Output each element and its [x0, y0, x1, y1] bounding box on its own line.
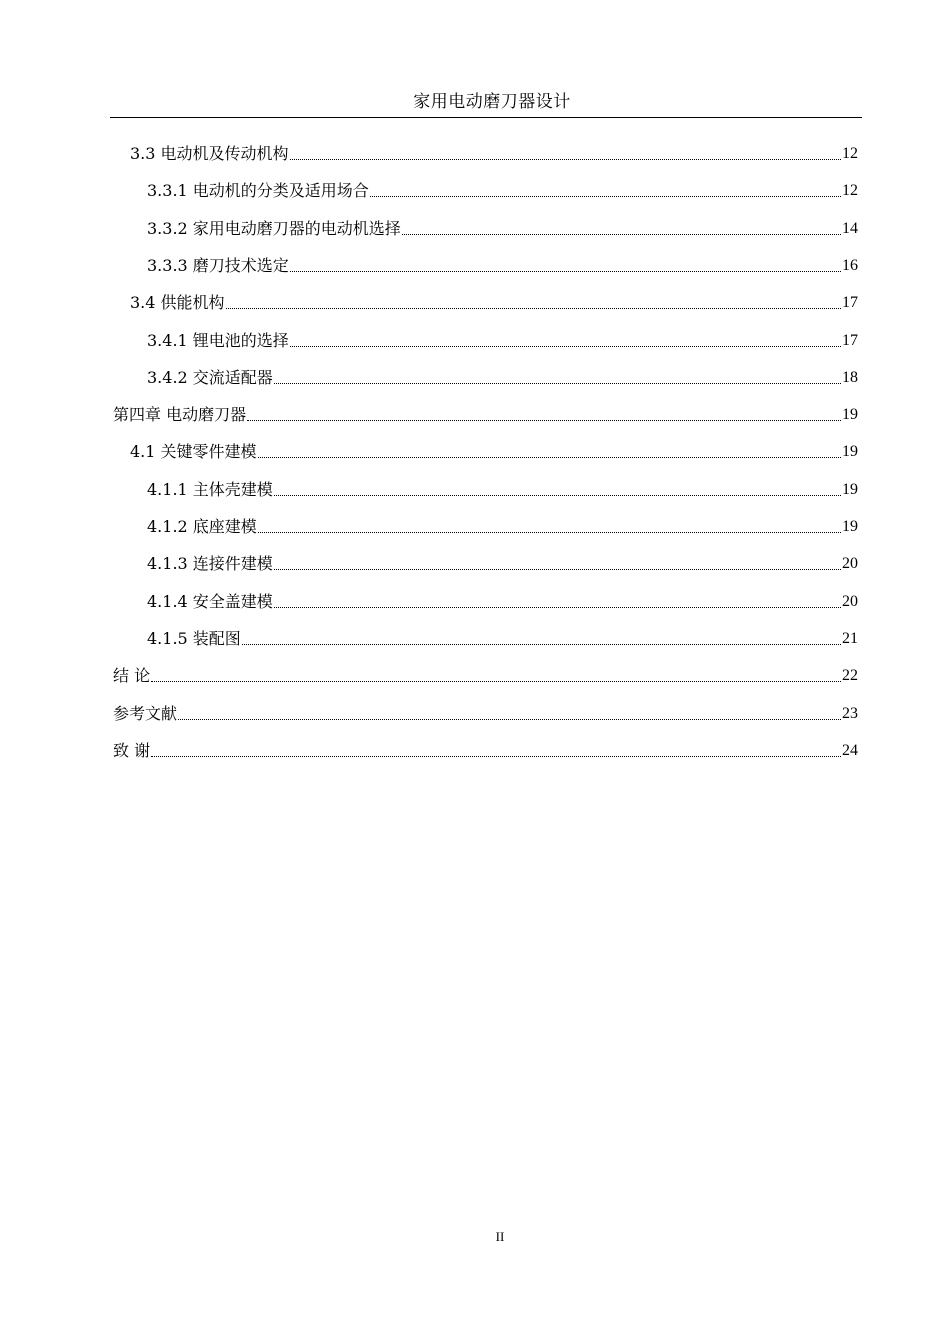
- toc-dot-leader: [242, 644, 841, 645]
- toc-entry-page-number: 19: [842, 406, 858, 424]
- toc-entry[interactable]: [130, 135, 858, 172]
- toc-entry-page-number: 22: [842, 667, 858, 685]
- toc-entry-page-number: 12: [842, 145, 858, 162]
- toc-entry[interactable]: [130, 284, 858, 321]
- toc-entry[interactable]: [147, 508, 858, 545]
- toc-entry[interactable]: [147, 322, 858, 359]
- toc-dot-leader: [274, 495, 841, 496]
- toc-entry-page-number: 20: [842, 592, 858, 610]
- toc-entry-page-number: 21: [842, 629, 858, 647]
- toc-entry[interactable]: [147, 247, 858, 284]
- toc-entry-label: 4.1.2 底座建模: [147, 517, 257, 536]
- running-header-title: 家用电动磨刀器设计: [413, 92, 571, 112]
- toc-dot-leader: [274, 383, 841, 384]
- toc-dot-leader: [290, 271, 841, 272]
- toc-entry-label: 4.1 关键零件建模: [130, 442, 257, 462]
- toc-entry[interactable]: [130, 433, 858, 470]
- toc-dot-leader: [402, 234, 841, 235]
- toc-entry-page-number: 19: [842, 480, 858, 498]
- toc-entry-label: 第四章 电动磨刀器: [113, 405, 247, 425]
- toc-entry-label: 3.3.1 电动机的分类及适用场合: [147, 181, 369, 201]
- page-number: II: [495, 1229, 505, 1244]
- toc-entry-label: 参考文献: [113, 703, 178, 723]
- toc-entry-label: 3.4 供能机构: [130, 293, 225, 313]
- toc-entry-label: 3.4.2 交流适配器: [147, 367, 273, 387]
- toc-dot-leader: [178, 719, 841, 720]
- toc-entry-label: 4.1.5 装配图: [147, 628, 241, 648]
- toc-dot-leader: [274, 569, 841, 570]
- toc-entry-page-number: 24: [842, 741, 858, 759]
- toc-entry-page-number: 23: [842, 704, 858, 722]
- header-divider: [110, 117, 862, 118]
- toc-dot-leader: [290, 159, 841, 160]
- toc-entry[interactable]: [147, 545, 858, 582]
- toc-entry[interactable]: [147, 471, 858, 508]
- toc-entry-page-number: 12: [842, 182, 858, 200]
- toc-dot-leader: [247, 420, 841, 421]
- toc-entry[interactable]: [113, 732, 858, 769]
- toc-entry[interactable]: [147, 172, 858, 209]
- toc-entry-label: 3.3 电动机及传动机构: [130, 144, 289, 163]
- toc-entry[interactable]: [113, 657, 858, 694]
- toc-dot-leader: [258, 457, 841, 458]
- toc-dot-leader: [151, 681, 841, 682]
- toc-entry[interactable]: [147, 210, 858, 247]
- toc-entry-page-number: 14: [842, 219, 858, 237]
- toc-dot-leader: [258, 532, 841, 533]
- toc-entry[interactable]: [147, 359, 858, 396]
- toc-dot-leader: [274, 607, 841, 608]
- toc-entry-page-number: 17: [842, 294, 858, 312]
- toc-entry-label: 4.1.4 安全盖建模: [147, 591, 273, 611]
- toc-entry[interactable]: [113, 695, 858, 732]
- toc-entry[interactable]: [147, 583, 858, 620]
- toc-entry-label: 3.3.2 家用电动磨刀器的电动机选择: [147, 218, 401, 238]
- toc-entry-page-number: 16: [842, 256, 858, 274]
- toc-dot-leader: [226, 308, 841, 309]
- toc-dot-leader: [290, 346, 841, 347]
- toc-entry-label: 致 谢: [113, 740, 151, 760]
- toc-entry-page-number: 17: [842, 331, 858, 349]
- toc-dot-leader: [370, 196, 841, 197]
- toc-entry-page-number: 18: [842, 368, 858, 386]
- toc-entry-page-number: 20: [842, 555, 858, 573]
- toc-entry-label: 4.1.3 连接件建模: [147, 554, 273, 574]
- toc-entry-label: 3.4.1 锂电池的选择: [147, 330, 289, 350]
- toc-entry-label: 4.1.1 主体壳建模: [147, 479, 273, 499]
- toc-entry-label: 结 论: [113, 666, 151, 686]
- toc-entry-page-number: 19: [842, 443, 858, 461]
- toc-entry-label: 3.3.3 磨刀技术选定: [147, 255, 289, 275]
- toc-entry[interactable]: [147, 620, 858, 657]
- toc-dot-leader: [151, 756, 841, 757]
- toc-entry-page-number: 19: [842, 518, 858, 535]
- toc-entry[interactable]: [113, 396, 858, 433]
